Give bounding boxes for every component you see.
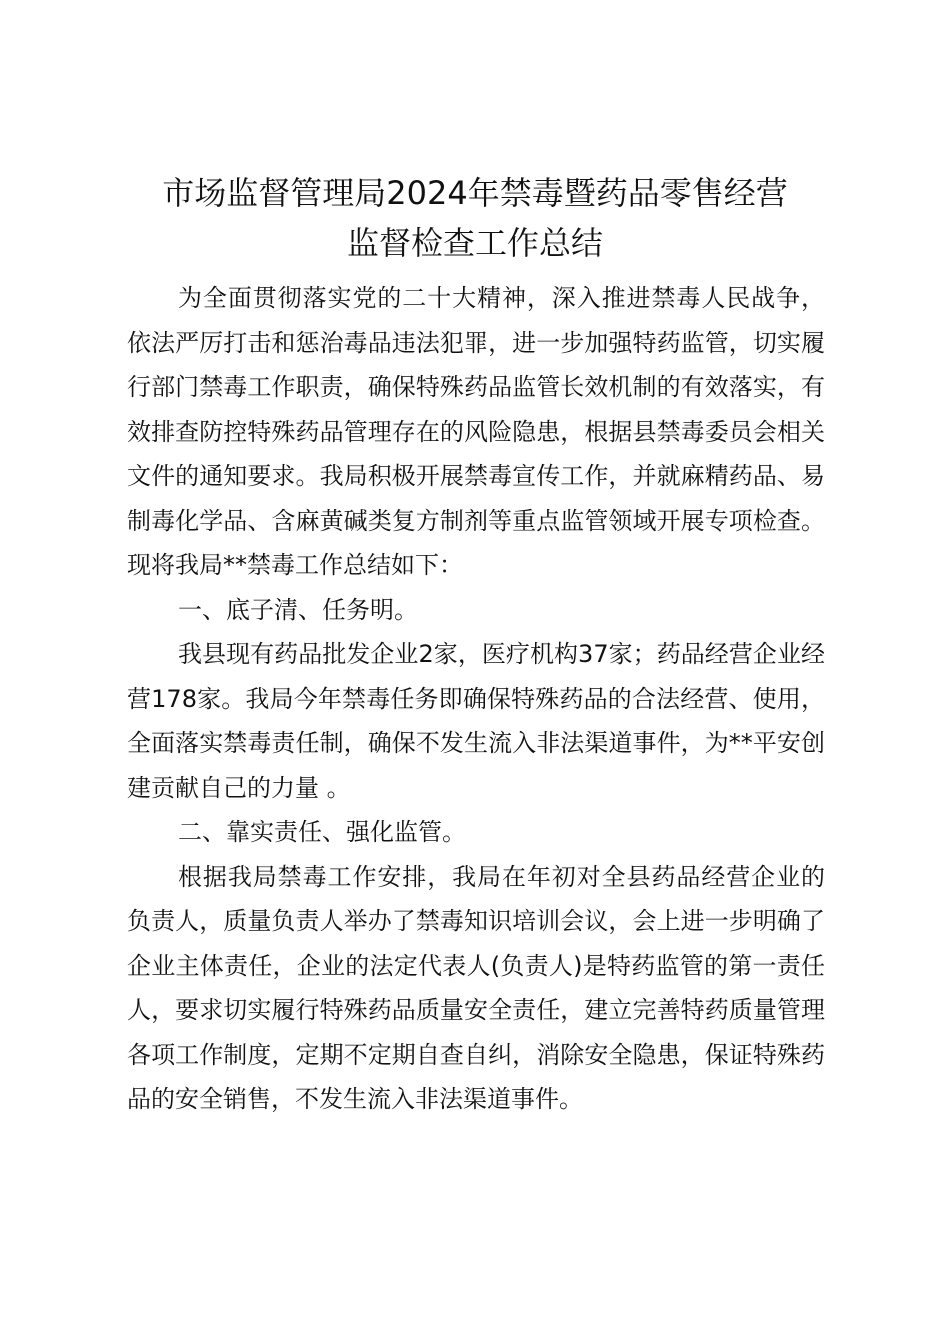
- paragraph-section-2: 根据我局禁毒工作安排，我局在年初对全县药品经营企业的负责人，质量负责人举办了禁毒知识培训会议，会上进一步明确了企业主体责任，企业的法定代表人(负责人)是特药监管的第一责任人，要求切实履行特殊药品质量安全责任，建立完善特药质量管理各项工作制度，定期不定期自查自纠，消除安全隐患，保证特殊药品的安全销售，不发生流入非法渠道事件。: [127, 862, 825, 1113]
- paragraph-section-1: 我县现有药品批发企业2家，医疗机构37家；药品经营企业经营178家。我局今年禁毒任务即确保特殊药品的合法经营、使用，全面落实禁毒责任制，确保不发生流入非法渠道事件，为**平安创建贡献自己的力量 。: [127, 640, 825, 802]
- title-line-2: 监督检查工作总结: [346, 224, 603, 262]
- document-body: [127, 276, 825, 1122]
- title-line-1: 市场监督管理局2024年禁毒暨药品零售经营: [162, 174, 788, 212]
- section-heading-2: 二、靠实责任、强化监管。: [178, 818, 466, 846]
- document-title: [110, 168, 840, 268]
- section-heading-1: 一、底子清、任务明。: [178, 595, 418, 624]
- paragraph-intro: 为全面贯彻落实党的二十大精神，深入推进禁毒人民战争，依法严厉打击和惩治毒品违法犯罪，进一步加强特药监管，切实履行部门禁毒工作职责，确保特殊药品监管长效机制的有效落实，有效排查防控特殊药品管理存在的风险隐患，根据县禁毒委员会相关文件的通知要求。我局积极开展禁毒宣传工作，并就麻精药品、易制毒化学品、含麻黄碱类复方制剂等重点监管领域开展专项检查。现将我局**禁毒工作总结如下：: [127, 284, 825, 579]
